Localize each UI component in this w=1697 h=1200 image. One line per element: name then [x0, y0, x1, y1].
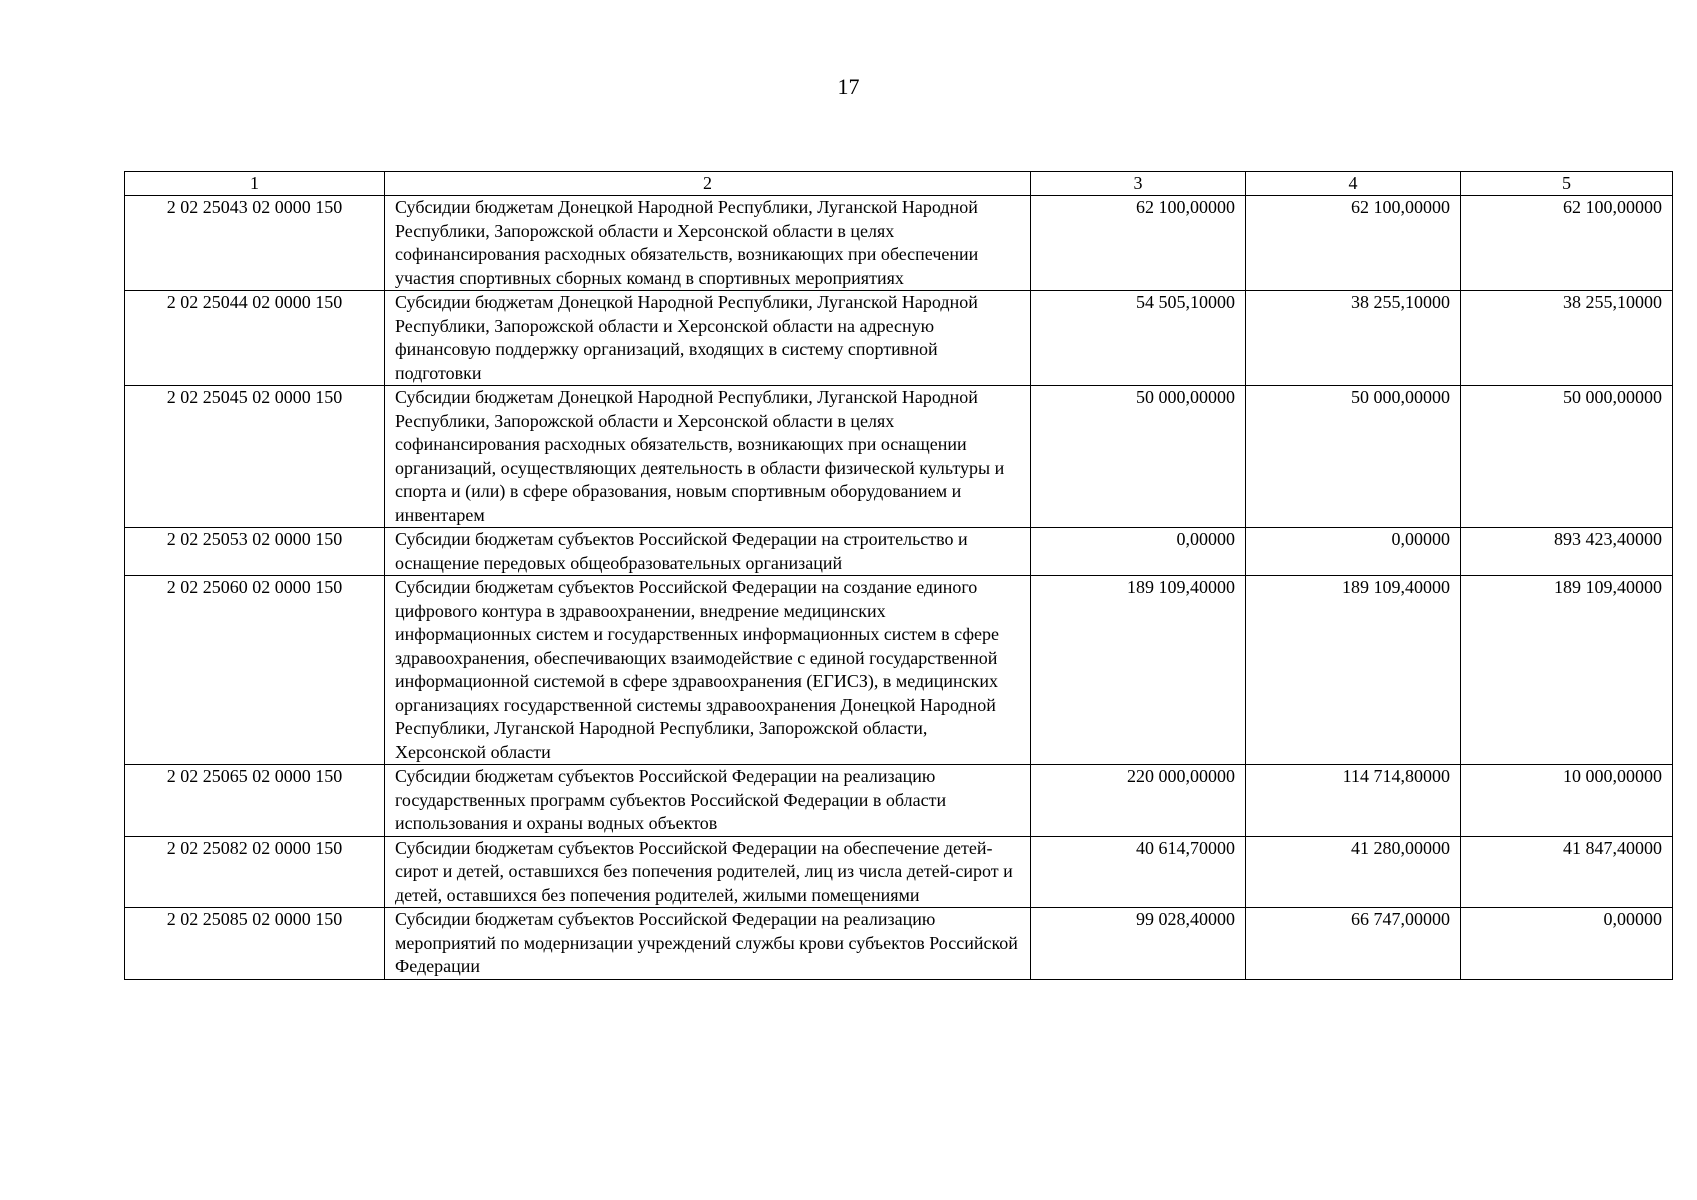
amount-col3: 40 614,70000 — [1031, 836, 1246, 908]
amount-col5: 62 100,00000 — [1461, 196, 1673, 291]
row-description: Субсидии бюджетам Донецкой Народной Республики, Луганской Народной Республики, Запорожской области и Херсонской области в целях софинансирования расходных обязательств, возникающих при оснащении организаций, осуществляющих деятельность в области физической культуры и спорта и (или) в сфере образования, новым спортивным оборудованием и инвентарем — [385, 386, 1031, 528]
budget-code: 2 02 25060 02 0000 150 — [125, 576, 385, 765]
table-row — [125, 528, 1673, 576]
amount-col4: 114 714,80000 — [1246, 765, 1461, 837]
amount-col4: 41 280,00000 — [1246, 836, 1461, 908]
page-number: 17 — [837, 74, 860, 99]
table-row — [125, 386, 1673, 528]
row-description: Субсидии бюджетам субъектов Российской Федерации на строительство и оснащение передовых общеобразовательных организаций — [385, 528, 1031, 576]
amount-col3: 54 505,10000 — [1031, 291, 1246, 386]
amount-col4: 0,00000 — [1246, 528, 1461, 576]
row-description: Субсидии бюджетам Донецкой Народной Республики, Луганской Народной Республики, Запорожской области и Херсонской области на адресную финансовую поддержку организаций, входящих в систему спортивной подготовки — [385, 291, 1031, 386]
row-description: Субсидии бюджетам Донецкой Народной Республики, Луганской Народной Республики, Запорожской области и Херсонской области в целях софинансирования расходных обязательств, возникающих при обеспечении участия спортивных сборных команд в спортивных мероприятиях — [385, 196, 1031, 291]
table-row — [125, 836, 1673, 908]
amount-col3: 99 028,40000 — [1031, 908, 1246, 980]
row-description: Субсидии бюджетам субъектов Российской Федерации на реализацию мероприятий по модернизации учреждений службы крови субъектов Российской Федерации — [385, 908, 1031, 980]
amount-col4: 38 255,10000 — [1246, 291, 1461, 386]
amount-col5: 41 847,40000 — [1461, 836, 1673, 908]
amount-col5: 0,00000 — [1461, 908, 1673, 980]
amount-col4: 50 000,00000 — [1246, 386, 1461, 528]
table-row — [125, 291, 1673, 386]
amount-col3: 189 109,40000 — [1031, 576, 1246, 765]
budget-code: 2 02 25053 02 0000 150 — [125, 528, 385, 576]
row-description: Субсидии бюджетам субъектов Российской Федерации на создание единого цифрового контура в здравоохранении, внедрение медицинских информационных систем и государственных информационных систем в сфере здравоохранения, обеспечивающих взаимодействие с единой государственной информационной системой в сфере здравоохранения (ЕГИСЗ), в медицинских организациях государственной системы здравоохранения Донецкой Народной Республики, Луганской Народной Республики, Запорожской области, Херсонской области — [385, 576, 1031, 765]
header-row — [125, 172, 1673, 196]
amount-col3: 220 000,00000 — [1031, 765, 1246, 837]
column-header-4: 4 — [1246, 172, 1461, 196]
row-description: Субсидии бюджетам субъектов Российской Федерации на обеспечение детей-сирот и детей, оставшихся без попечения родителей, лиц из числа детей-сирот и детей, оставшихся без попечения родителей, жилыми помещениями — [385, 836, 1031, 908]
table-body — [125, 196, 1673, 980]
amount-col4: 189 109,40000 — [1246, 576, 1461, 765]
budget-code: 2 02 25044 02 0000 150 — [125, 291, 385, 386]
amount-col4: 62 100,00000 — [1246, 196, 1461, 291]
column-header-2: 2 — [385, 172, 1031, 196]
column-header-3: 3 — [1031, 172, 1246, 196]
amount-col5: 893 423,40000 — [1461, 528, 1673, 576]
column-header-1: 1 — [125, 172, 385, 196]
table-row — [125, 908, 1673, 980]
table-row — [125, 196, 1673, 291]
table-row — [125, 576, 1673, 765]
amount-col3: 50 000,00000 — [1031, 386, 1246, 528]
amount-col3: 0,00000 — [1031, 528, 1246, 576]
amount-col3: 62 100,00000 — [1031, 196, 1246, 291]
budget-code: 2 02 25043 02 0000 150 — [125, 196, 385, 291]
column-header-5: 5 — [1461, 172, 1673, 196]
amount-col5: 189 109,40000 — [1461, 576, 1673, 765]
budget-code: 2 02 25085 02 0000 150 — [125, 908, 385, 980]
table-row — [125, 765, 1673, 837]
amount-col5: 50 000,00000 — [1461, 386, 1673, 528]
budget-table — [124, 171, 1673, 980]
amount-col4: 66 747,00000 — [1246, 908, 1461, 980]
amount-col5: 10 000,00000 — [1461, 765, 1673, 837]
amount-col5: 38 255,10000 — [1461, 291, 1673, 386]
budget-code: 2 02 25045 02 0000 150 — [125, 386, 385, 528]
table-header — [125, 172, 1673, 196]
budget-code: 2 02 25082 02 0000 150 — [125, 836, 385, 908]
row-description: Субсидии бюджетам субъектов Российской Федерации на реализацию государственных программ субъектов Российской Федерации в области использования и охраны водных объектов — [385, 765, 1031, 837]
budget-code: 2 02 25065 02 0000 150 — [125, 765, 385, 837]
